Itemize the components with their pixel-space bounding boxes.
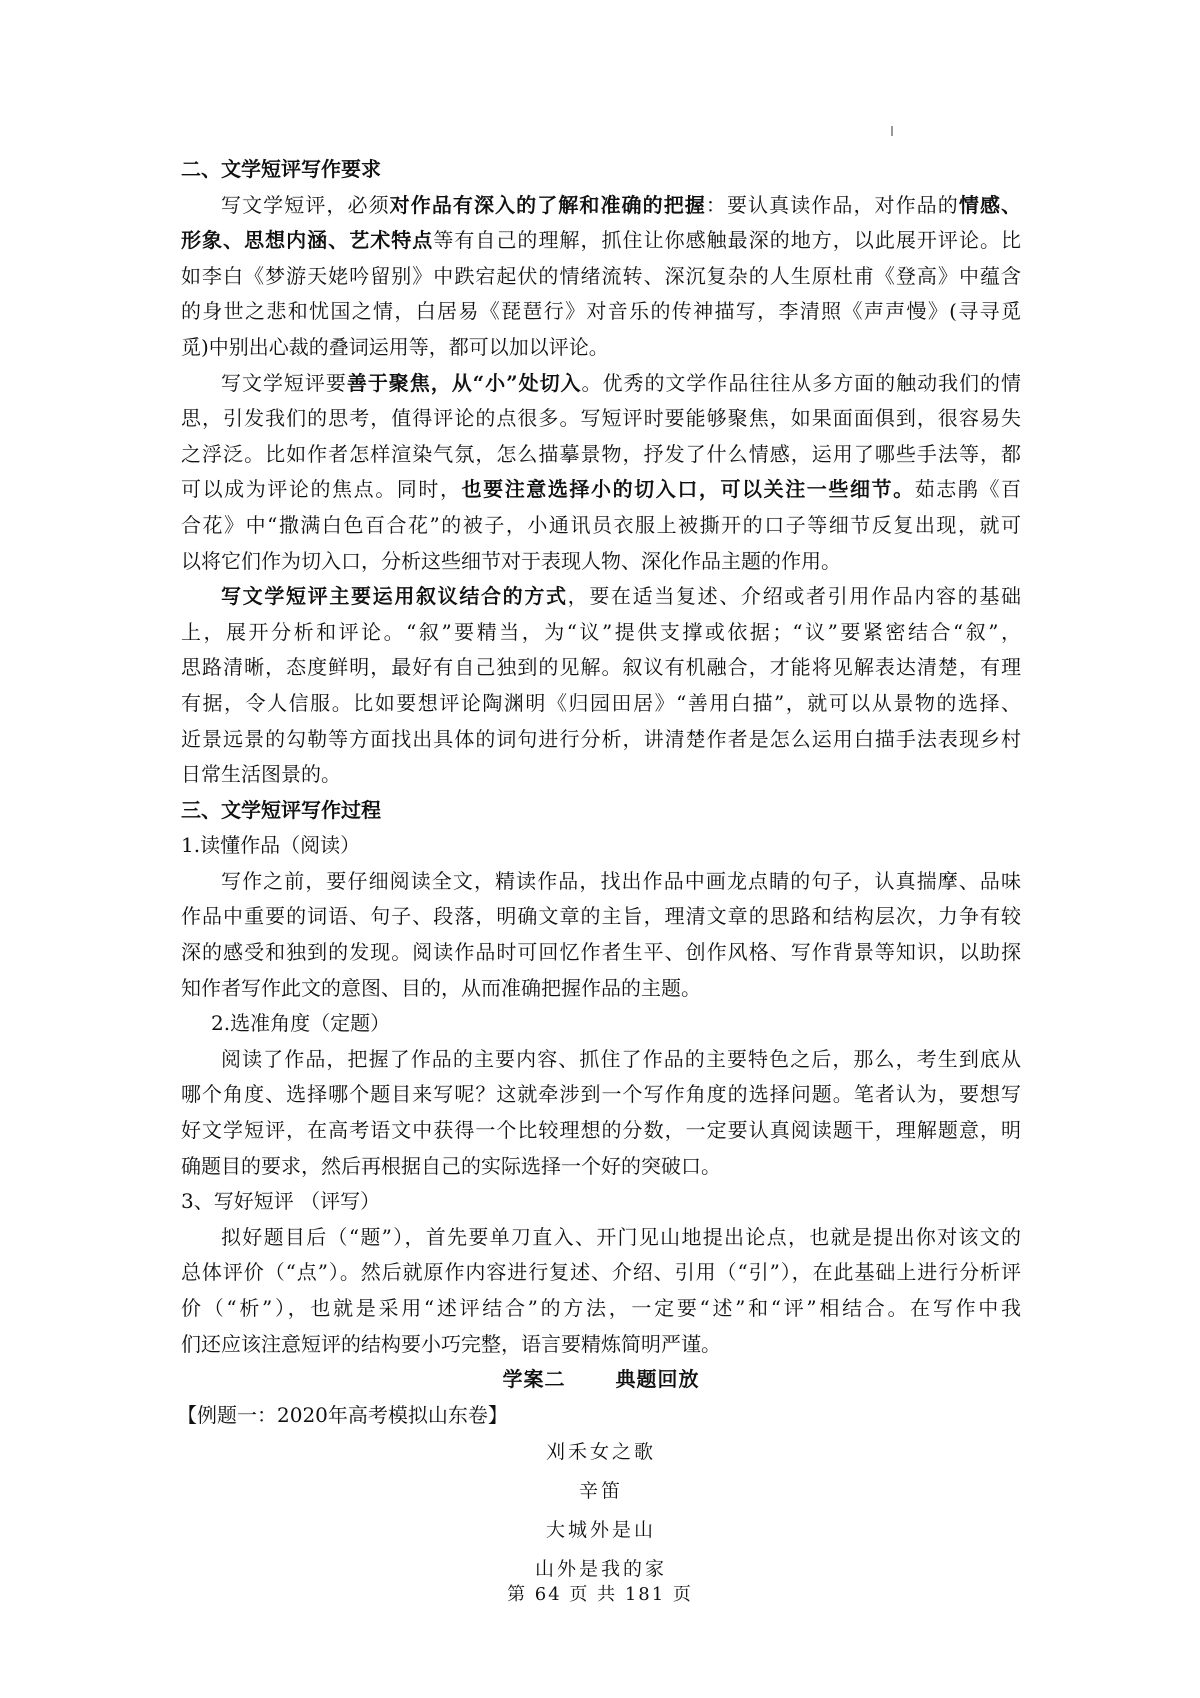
step3-title: 3、写好短评 （评写）	[181, 1189, 381, 1214]
step1-title: 1.读懂作品（阅读）	[181, 833, 361, 858]
poem-author: 辛笛	[578, 1480, 623, 1503]
page-mark	[891, 126, 893, 136]
plan2-subtitle: 典题回放	[615, 1367, 700, 1392]
plan2-label: 学案二	[502, 1367, 566, 1392]
step3-paragraph: 拟好题目后（“题”），首先要单刀直入、开门见山地提出论点，也就是提出你对该文的 总体评价（“点”）。然后就原作内容进行复述、介绍、引用（“引”），在此基础上进行分析评 价（“析”），也就是采用“述评结合”的方法，一定要“述”和“评”相结合。在写作中我 们还应该注意短评的结构要小巧完整，语言要精炼简明严谨。	[181, 1224, 1021, 1356]
paragraph-2: 写文学短评要善于聚焦，从“小”处切入。优秀的文学作品往往从多方面的触动我们的情 思，引发我们的思考，值得评论的点很多。写短评时要能够聚焦，如果面面俱到，很容易失 之浮泛。比如作者怎样渲染气氛，怎么描摹景物，抒发了什么情感，运用了哪些手法等，都 可以成为评论的焦点。同时，也要注意选择小的切入口，可以关注一些细节。茹志鹃《百 合花》中“撒满白色百合花”的被子，小通讯员衣服上被撕开的口子等细节反复出现，就可 以将它们作为切入口，分析这些细节对于表现人物、深化作品主题的作用。	[181, 370, 1021, 573]
page-content	[177, 152, 1021, 1589]
example-label: 【例题一：2020年高考模拟山东卷】	[177, 1402, 508, 1427]
plan2-title	[181, 1362, 1021, 1398]
step1-paragraph: 写作之前，要仔细阅读全文，精读作品，找出作品中画龙点睛的句子，认真揣摩、品味 作品中重要的词语、句子、段落，明确文章的主旨，理清文章的思路和结构层次，力争有较 深的感受和独到的发现。阅读作品时可回忆作者生平、创作风格、写作背景等知识，以助探 知作者写作此文的意图、目的，从而准确把握作品的主题。	[181, 868, 1021, 1000]
page-footer: 第 64 页 共 181 页	[507, 1584, 693, 1605]
step2-title: 2.选准角度（定题）	[211, 1011, 391, 1036]
step2-paragraph: 阅读了作品，把握了作品的主要内容、抓住了作品的主要特色之后，那么，考生到底从 哪个角度、选择哪个题目来写呢？这就牵涉到一个写作角度的选择问题。笔者认为，要想写 好文学短评，在高考语文中获得一个比较理想的分数，一定要认真阅读题干，理解题意，明 确题目的要求，然后再根据自己的实际选择一个好的突破口。	[181, 1046, 1021, 1178]
poem-line-2: 山外是我的家	[534, 1558, 667, 1581]
section2-heading: 二、文学短评写作要求	[181, 157, 381, 181]
section3-heading: 三、文学短评写作过程	[181, 797, 381, 822]
paragraph-3: 写文学短评主要运用叙议结合的方式，要在适当复述、介绍或者引用作品内容的基础 上，展开分析和评论。“叙”要精当，为“议”提供支撑或依据；“议”要紧密结合“叙”， 思路清晰，态度鲜明，最好有自己独到的见解。叙议有机融合，才能将见解表达清楚，有理 有据，令人信服。比如要想评论陶渊明《归园田居》“善用白描”，就可以从景物的选择、 近景远景的勾勒等方面找出具体的词句进行分析，讲清楚作者是怎么运用白描手法表现乡村 日常生活图景的。	[181, 584, 1021, 787]
paragraph-1: 写文学短评，必须对作品有深入的了解和准确的把握：要认真读作品，对作品的情感、 形象、思想内涵、艺术特点等有自己的理解，抓住让你感触最深的地方，以此展开评论。比 如李白《梦游天姥吟留别》中跌宕起伏的情绪流转、深沉复杂的人生原杜甫《登高》中蕴含 的身世之悲和忧国之情，白居易《琵琶行》对音乐的传神描写，李清照《声声慢》(寻寻觅 觅)中别出心裁的叠词运用等，都可以加以评论。	[181, 192, 1021, 359]
poem-title: 刈禾女之歌	[545, 1441, 656, 1464]
poem-line-1: 大城外是山	[545, 1519, 656, 1542]
